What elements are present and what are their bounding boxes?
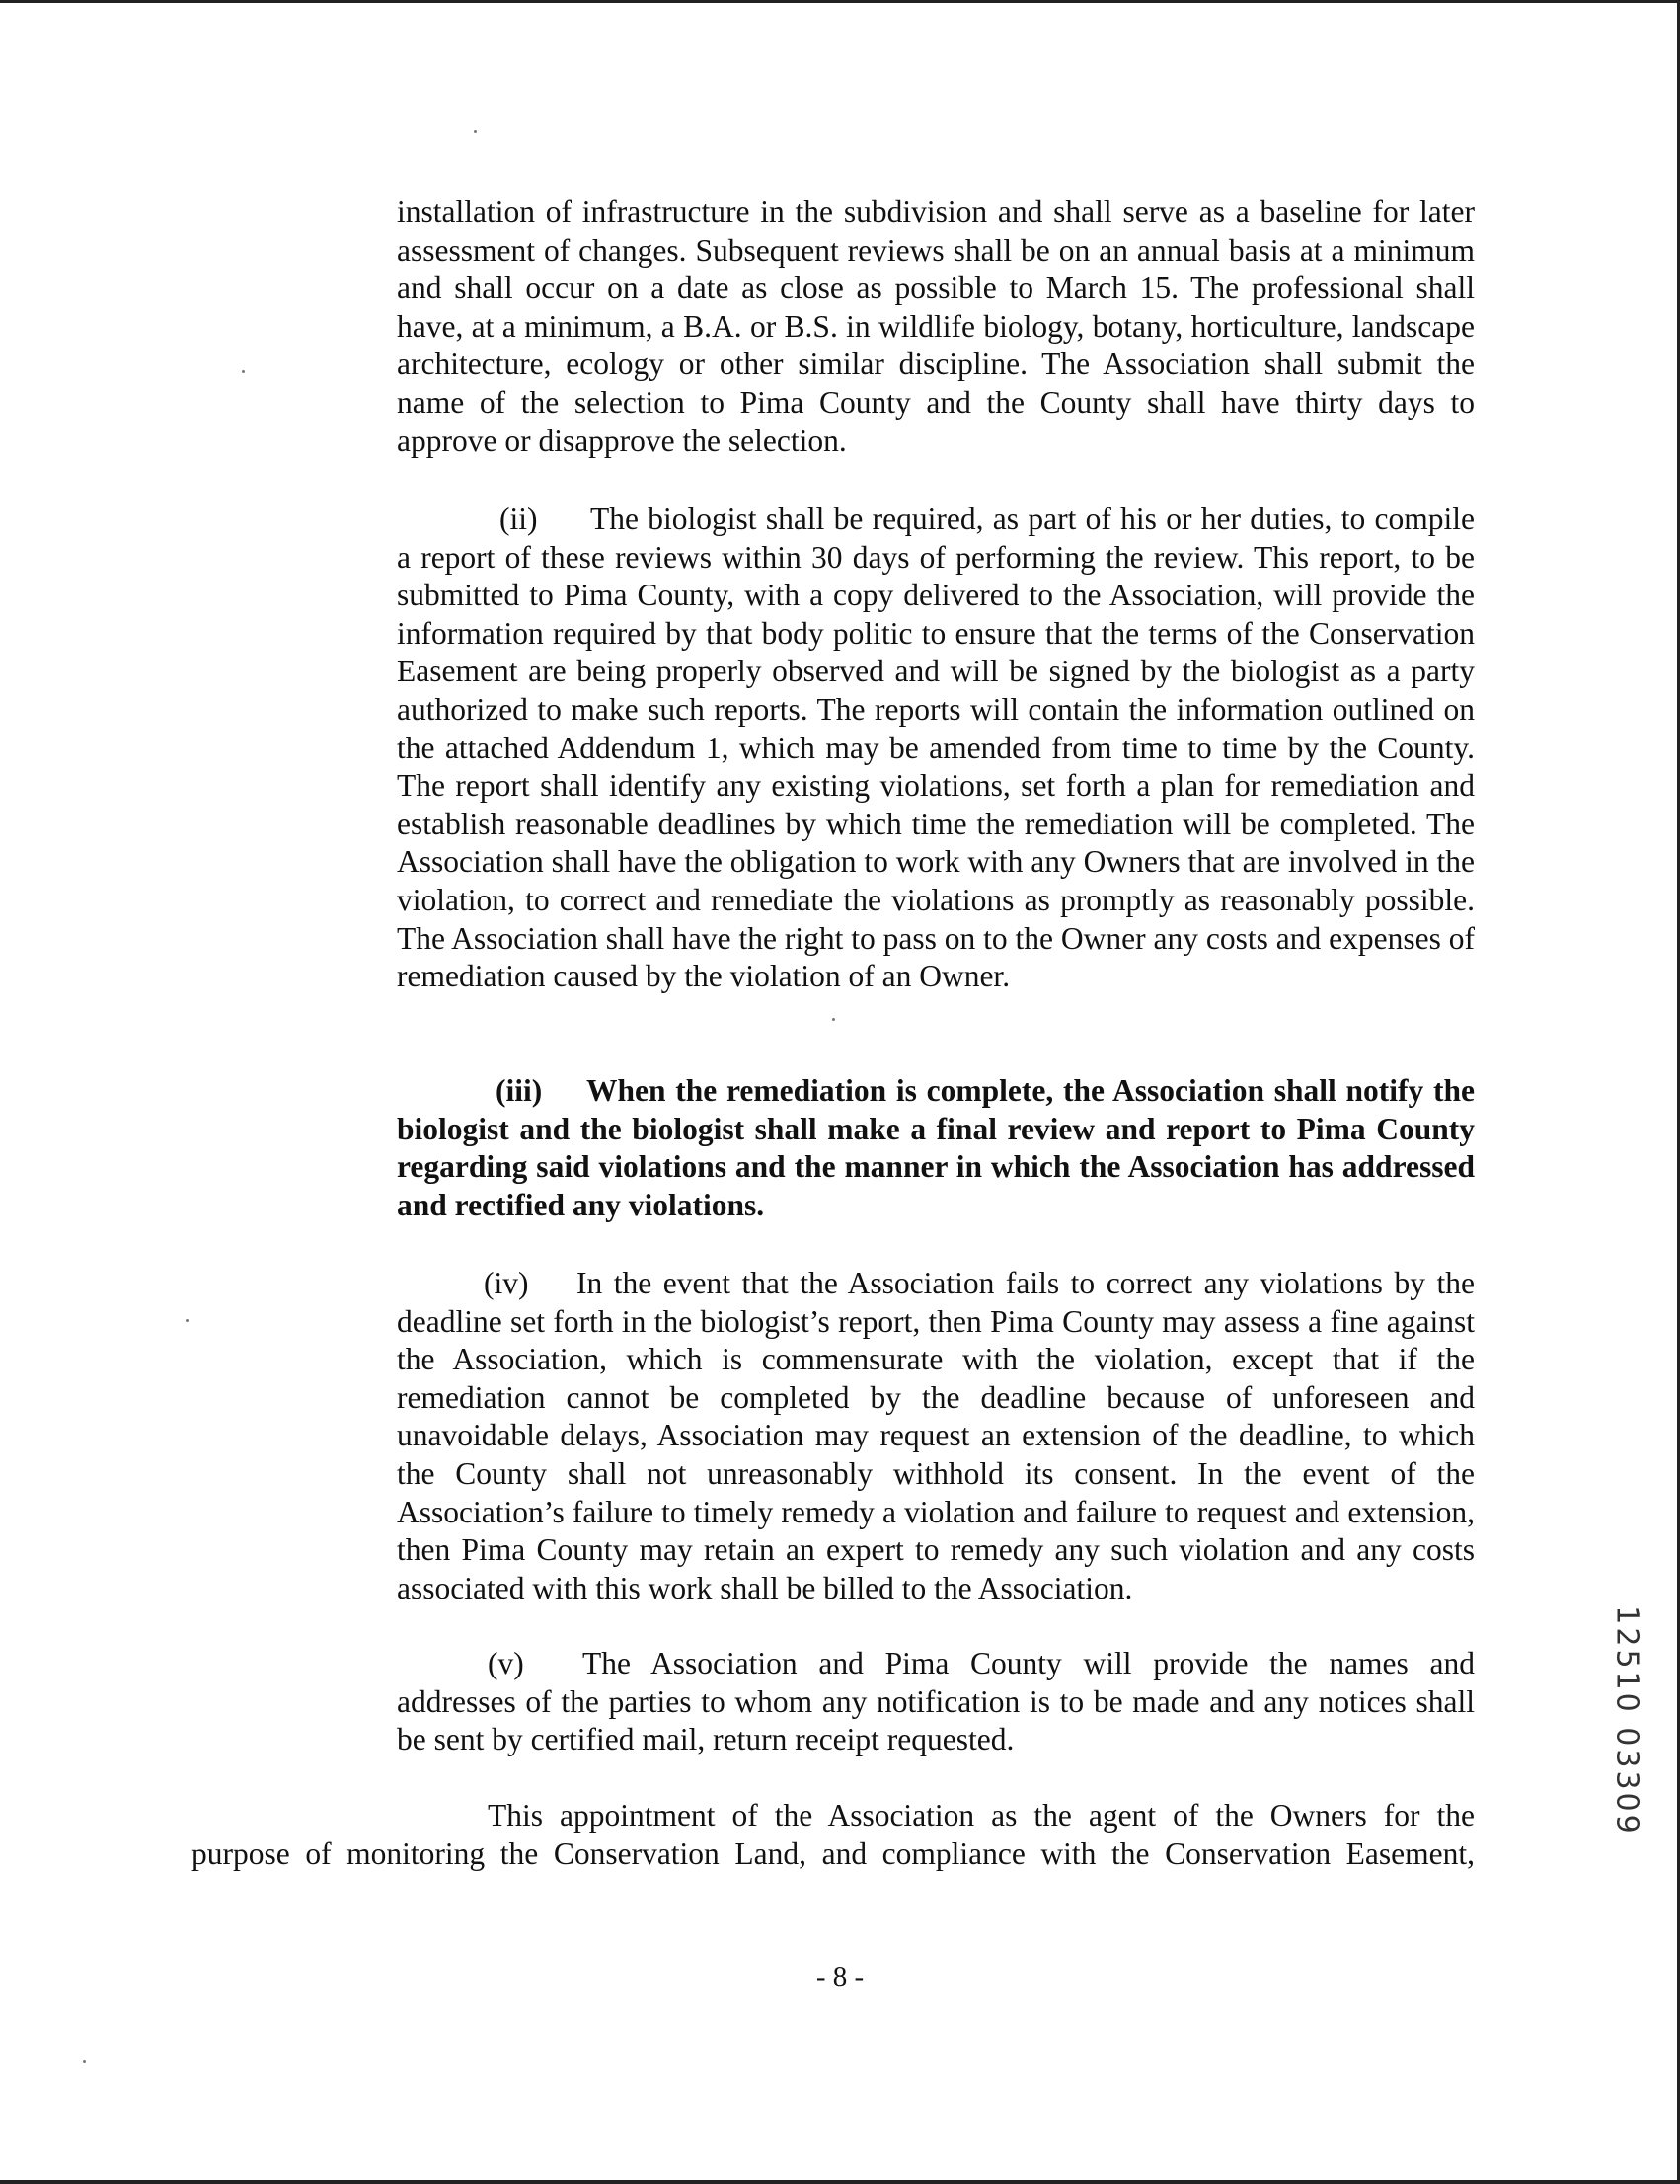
paragraph-iv-fines xyxy=(397,1265,1475,1607)
paragraph-v-notices xyxy=(397,1645,1475,1759)
clause-number-v: (v) xyxy=(488,1646,524,1680)
scan-speck xyxy=(186,1319,189,1322)
paragraph-appointment xyxy=(191,1797,1475,1873)
scan-speck xyxy=(83,2060,86,2063)
appointment-line-1: This appointment of the Association as the agent of the Owners for the xyxy=(488,1798,1475,1833)
clause-text-iii: When the remediation is complete, the Association shall notify the biologist and the biologist shall make a final review and report to Pima County regarding said violations and the manner in which the Association has addressed and rectified any violations. xyxy=(397,1073,1475,1222)
page-number: - 8 - xyxy=(815,1961,865,1992)
paragraph-baseline-review: installation of infrastructure in the subdivision and shall serve as a baseline for later assessment of changes. Subsequent reviews shall be on an annual basis at a minimum and shall occur on a date as close as possible to March 15. The professional shall have, at a minimum, a B.A. or B.S. in wildlife biology, botany, horticulture, landscape architecture, ecology or other similar discipline. The Association shall submit the name of the selection to Pima County and the County shall have thirty days to approve or disapprove the selection. xyxy=(397,195,1475,458)
docket-stamp xyxy=(1605,1588,1648,1854)
paragraph-ii-biologist-report xyxy=(397,501,1475,996)
appointment-line-2: purpose of monitoring the Conservation Land, and compliance with the Conservation Easement, xyxy=(191,1835,1475,1871)
page-border-top xyxy=(0,0,1680,3)
docket-stamp-text: 12510 03309 xyxy=(1609,1605,1644,1836)
scan-speck xyxy=(474,130,477,133)
clause-text-iv: In the event that the Association fails to correct any violations by the deadline set forth in the biologist’s report, then Pima County may assess a fine against the Association, which is commensurate with the violation, except that if the remediation cannot be completed by the deadline because of unforeseen and unavoidable delays, Association may request an extension of the deadline, to which the County shall not unreasonably withhold its consent. In the event of the Association’s failure to timely remedy a violation and failure to request and extension, then Pima County may retain an expert to remedy any such violation and any costs associated with this work shall be billed to the Association. xyxy=(397,1266,1475,1605)
clause-number-ii: (ii) xyxy=(499,502,538,536)
clause-number-iii: (iii) xyxy=(496,1073,543,1108)
clause-number-iv: (iv) xyxy=(484,1266,529,1300)
scan-speck xyxy=(242,370,245,373)
paragraph-iii-final-review xyxy=(397,1072,1475,1224)
page-border-bottom xyxy=(0,2180,1680,2184)
clause-text-ii: The biologist shall be required, as part of his or her duties, to compile a report of these reviews within 30 days of performing the review. This report, to be submitted to Pima County, with a copy delivered to the Association, will provide the information required by that body politic to ensure that the terms of the Conservation Easement are being properly observed and will be signed by the biologist as a party authorized to make such reports. The reports will contain the information outlined on the attached Addendum 1, which may be amended from time to time by the County. The report shall identify any existing violations, set forth a plan for remediation and establish reasonable deadlines by which time the remediation will be completed. The Association shall have the obligation to work with any Owners that are involved in the violation, to correct and remediate the violations as promptly as reasonably possible. The Association shall have the right to pass on to the Owner any costs and expenses of remediation caused by the violation of an Owner. xyxy=(397,502,1475,994)
scan-speck xyxy=(832,1018,835,1021)
clause-text-v: The Association and Pima County will provide the names and addresses of the parties to whom any notification is to be made and any notices shall be sent by certified mail, return receipt requested. xyxy=(397,1646,1475,1757)
